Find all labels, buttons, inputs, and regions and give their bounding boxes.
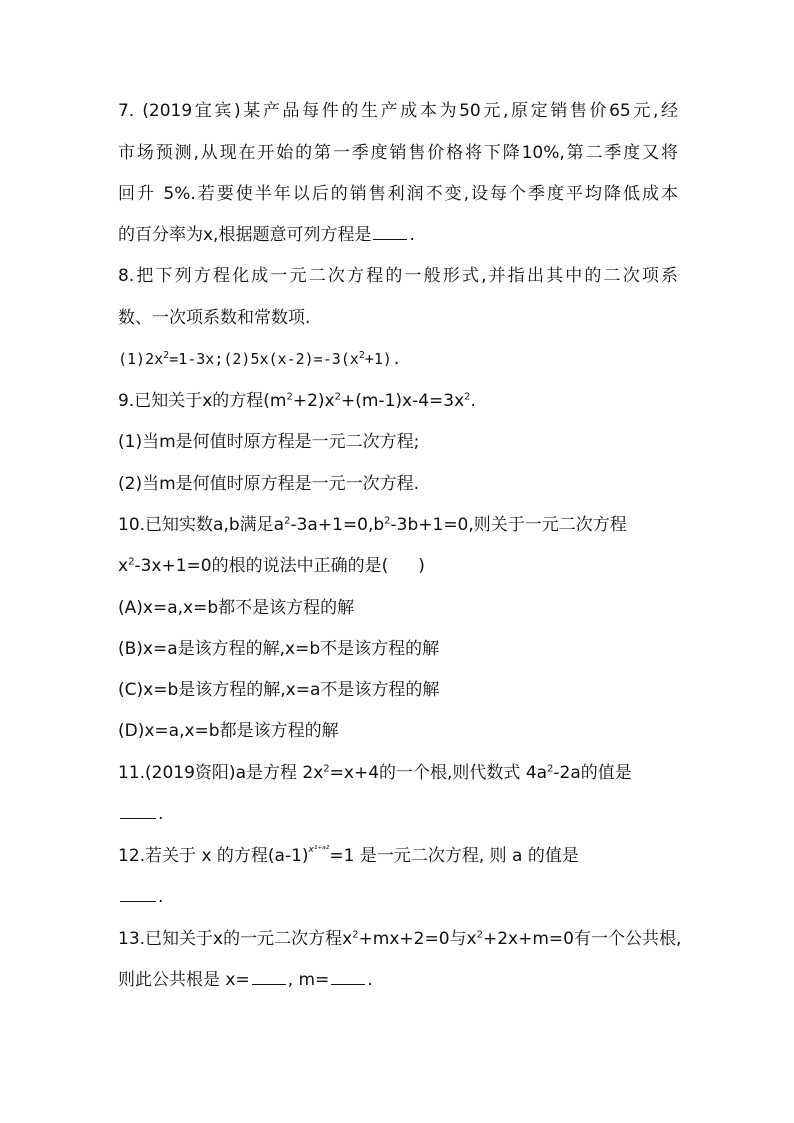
q13-line-1 xyxy=(118,928,681,950)
exponent-2: 2 xyxy=(334,391,341,403)
q12-line-1 xyxy=(118,845,579,867)
q10-part-b: -3a+1=0,b xyxy=(290,515,385,535)
q11-part-b: =x+4的一个根,则代数式 4a xyxy=(329,763,548,783)
q7-line-4-text: 的百分率为x,根据题意可列方程是 xyxy=(118,225,372,245)
q13-part-b: +mx+2=0与x xyxy=(358,929,477,949)
answer-blank[interactable] xyxy=(120,887,156,902)
q9-part-a: 9.已知关于x的方程(m xyxy=(118,391,287,411)
q9-part-c: +(m-1)x-4=3x xyxy=(341,391,465,411)
answer-blank-m[interactable] xyxy=(331,970,365,985)
q7-line-3: 回升 5%.若要使半年以后的销售利润不变,设每个季度平均降低成本 xyxy=(118,184,678,204)
answer-blank[interactable] xyxy=(373,225,407,240)
q10-part-d: x xyxy=(118,556,129,576)
exponent-2: 2 xyxy=(286,391,293,403)
q8-line-1: 8.把下列方程化成一元二次方程的一般形式,并指出其中的二次项系 xyxy=(118,266,678,286)
q10-option-a: (A)x=a,x=b都不是该方程的解 xyxy=(118,598,355,618)
q10-line-2 xyxy=(118,555,425,577)
q9-part-d: . xyxy=(470,391,476,411)
q8-eq-part-c: +1). xyxy=(364,350,401,368)
exponent-2: 2 xyxy=(163,350,170,361)
q9-part-b: +2)x xyxy=(292,391,335,411)
exponent-2: 2 xyxy=(476,929,483,941)
exponent-2: 2 xyxy=(464,391,471,403)
exponent-2: 2 xyxy=(352,929,359,941)
q11-end: . xyxy=(158,804,164,824)
q8-line-2: 数、一次项系数和常数项. xyxy=(118,308,311,328)
q11-line-2 xyxy=(118,803,163,825)
q12-end: . xyxy=(158,887,164,907)
exponent-2: 2 xyxy=(128,556,135,568)
q13-part-f: . xyxy=(367,970,373,990)
q10-part-f: ) xyxy=(418,556,425,576)
q13-part-c: +2x+m=0有一个公共根, xyxy=(482,929,682,949)
exponent-2: 2 xyxy=(323,763,330,775)
exponent-2: 2 xyxy=(547,763,554,775)
q7-line-1: 7. (2019宜宾)某产品每件的生产成本为50元,原定销售价65元,经 xyxy=(118,101,678,121)
q9-sub-1: (1)当m是何值时原方程是一元二次方程; xyxy=(118,432,420,452)
q10-part-a: 10.已知实数a,b满足a xyxy=(118,515,285,535)
q12-exponent: x¹⁺ᵃ² xyxy=(308,845,330,855)
answer-blank-x[interactable] xyxy=(252,970,286,985)
q9-sub-2: (2)当m是何值时原方程是一元一次方程. xyxy=(118,474,420,494)
q12-part-b: =1 是一元二次方程, 则 a 的值是 xyxy=(329,846,579,866)
q7-line-4 xyxy=(118,224,415,246)
q8-eq-part-b: =1-3x;(2)5x(x-2)=-3(x xyxy=(169,350,359,368)
q8-equations xyxy=(118,348,401,370)
q13-part-d: 则此公共根是 x= xyxy=(118,970,250,990)
q13-line-2 xyxy=(118,969,373,991)
exponent-2: 2 xyxy=(284,515,291,527)
q10-option-c: (C)x=b是该方程的解,x=a不是该方程的解 xyxy=(118,680,440,700)
q11-line-1 xyxy=(118,762,632,784)
q8-eq-part-a: (1)2x xyxy=(118,350,164,368)
q13-part-e: , m= xyxy=(287,970,330,990)
q11-part-c: -2a的值是 xyxy=(553,763,632,783)
q10-part-c: -3b+1=0,则关于一元二次方程 xyxy=(390,515,627,535)
exponent-2: 2 xyxy=(384,515,391,527)
q10-part-e: -3x+1=0的根的说法中正确的是( xyxy=(134,556,389,576)
answer-blank[interactable] xyxy=(120,804,156,819)
q9-line-1 xyxy=(118,390,476,412)
q7-line-2: 市场预测,从现在开始的第一季度销售价格将下降10%,第二季度又将 xyxy=(118,143,678,163)
q12-part-a: 12.若关于 x 的方程(a-1) xyxy=(118,846,309,866)
q10-option-d: (D)x=a,x=b都是该方程的解 xyxy=(118,721,339,741)
q10-line-1 xyxy=(118,514,627,536)
q7-line-4-end: . xyxy=(409,225,415,245)
exponent-2: 2 xyxy=(358,350,365,361)
q12-line-2 xyxy=(118,886,163,908)
q11-part-a: 11.(2019资阳)a是方程 2x xyxy=(118,763,324,783)
q13-part-a: 13.已知关于x的一元二次方程x xyxy=(118,929,353,949)
q10-option-b: (B)x=a是该方程的解,x=b不是该方程的解 xyxy=(118,639,440,659)
